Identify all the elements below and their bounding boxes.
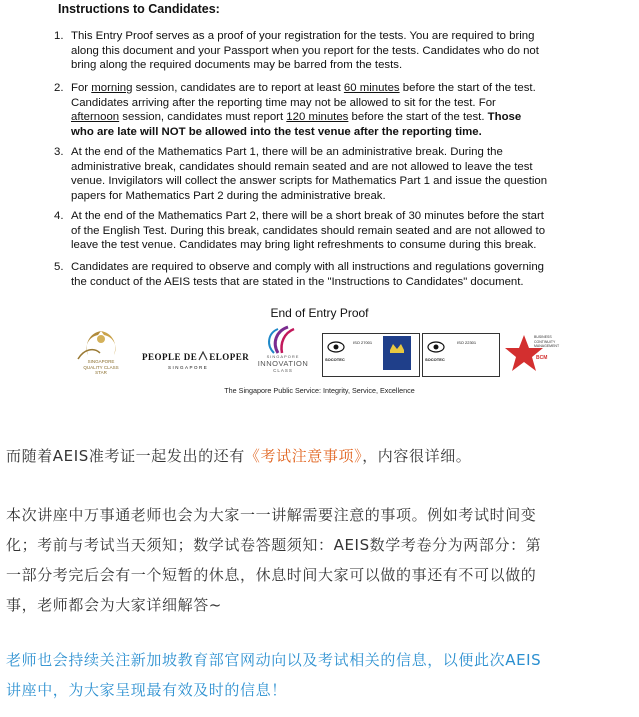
- instruction-item-1: 1. This Entry Proof serves as a proof of your registration for the tests. You are required to bring along this document and your Passport when you report for the tests. Candidates who do not bring along the required documents may be barred from the tests.: [54, 30, 539, 72]
- instruction-item-4: 4. At the end of the Mathematics Part 2, there will be a short break of 30 minutes before the start of the English Test. During this break, candidates should remain seated and are not allowed to leave the test venue. Candidates may bring light refreshments to consume during this break.: [54, 210, 546, 252]
- instruction-item-5: 5. Candidates are required to observe and comply with all instructions and regulations governing the conduct of the AEIS tests that are stated in the "Instructions to Candidates" document.: [54, 261, 544, 288]
- innovation-swirl-icon: [250, 325, 316, 355]
- instruction-item-2: 2. For morning session, candidates are to report at least 60 minutes before the start of the test. Candidates arriving after the reporting time may not be allowed to sit for the test. For afternoon session, candidates must report 120 minutes before the start of the test. Those who are late will NOT be allowed into the test venue after the reporting time.: [54, 82, 536, 138]
- crown-icon: [383, 336, 411, 370]
- exam-notes-highlight: 《考试注意事项》: [244, 447, 363, 465]
- innovation-class-logo: SINGAPORE INNOVATION CLASS: [250, 325, 316, 381]
- ukas-badge: [383, 336, 411, 370]
- socotec-eye-icon: [427, 338, 445, 356]
- instruction-item-3: 3. At the end of the Mathematics Part 1, there will be an administrative break. During the administrative break, candidates should remain seated and are not allowed to leave the test venue. Invigilators will collect the answer scripts for Mathematics Part 1 and issue the question papers for Mathematics Part 2 during the administrative break.: [54, 146, 548, 202]
- people-developer-logo: PEOPLE DE ELOPER SINGAPORE: [142, 352, 250, 370]
- article-paragraph-1: 而随着AEIS准考证一起发出的还有《考试注意事项》，内容很详细。: [6, 447, 472, 465]
- socotec-iso22301-cert: SOCOTEC ISO 22301: [422, 333, 500, 377]
- article-paragraph-2: 本次讲座中万事通老师也会为大家一一讲解需要注意的事项。例如考试时间变 化；考前与考试当天须知；数学试卷答题须知：AEIS数学考卷分为两部分：第 一部分考完后会有一个短暂的休息，休息时间大家可以做的事还有不可以做的 事，老师都会为大家详细解答~: [6, 506, 542, 614]
- logo-strip: [66, 325, 566, 385]
- end-of-entry-proof: End of Entry Proof: [270, 306, 369, 320]
- public-service-tagline: The Singapore Public Service: Integrity, Service, Excellence: [224, 386, 415, 395]
- instructions-title: Instructions to Candidates:: [58, 2, 220, 16]
- quality-class-star-logo: SINGAPORE QUALITY CLASS STAR: [70, 325, 132, 381]
- socotec-iso27001-cert: SOCOTEC ISO 27001: [322, 333, 420, 377]
- article-paragraph-3: 老师也会持续关注新加坡教育部官网动向以及考试相关的信息，以便此次AEIS 讲座中，为大家呈现最有效及时的信息！: [6, 651, 542, 699]
- socotec-eye-icon: [327, 338, 345, 356]
- bcm-star-logo: BUSINESS CONTINUITY MANAGEMENT BCM: [502, 325, 562, 381]
